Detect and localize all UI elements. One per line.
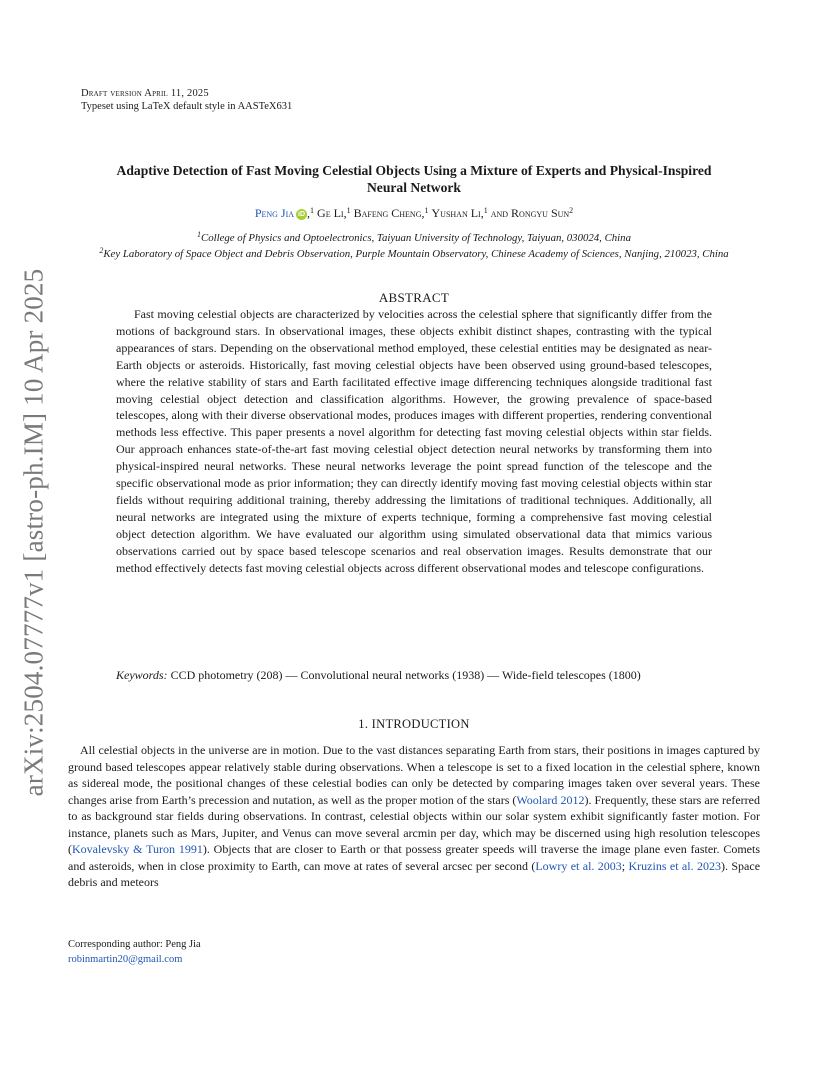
keywords	[116, 667, 777, 684]
author-yushan-li: Yushan Li,	[431, 206, 484, 220]
affiliation-1: $^1$College of Physics and Optoelectronics, Taiyuan University of Technology, Taiyuan, 030024, China	[197, 230, 631, 244]
section-heading-introduction: 1. INTRODUCTION	[358, 717, 470, 731]
author-list: Peng Jia iD ,$^1$ Ge Li,$^1$ Bafeng Cheng,$^1$ Yushan Li,$^1$ and Rongyu Sun$^2$	[254, 206, 574, 220]
arxiv-identifier[interactable]: arXiv:2504.07777v1 [astro-ph.IM] 10 Apr 2025	[18, 268, 49, 796]
keywords-label: Keywords:	[116, 668, 168, 682]
introduction-paragraph: All celestial objects in the universe are in motion. Due to the vast distances separating Earth from stars, their positions in images captured by ground based telescopes appear relatively stable during observations. When a telescope is set to a fixed location in the celestial sphere, known as sidereal mode, the positional changes of these celestial bodies can only be detected by comparing images taken over several years. These changes arise from Earth’s precession and nutation, as well as the proper motion of the stars (Woolard 2012). Frequently, these stars are referred to as background star fields during observations. In contrast, celestial objects within our solar system exhibit significantly faster motion. For instance, planets such as Mars, Jupiter, and Venus can move several arcmin per day, which may be discerned using high resolution telescopes (Kovalevsky & Turon 1991). Objects that are closer to Earth or that possess greater speeds will traverse the image plane even faster. Comets and asteroids, when in close proximity to Earth, can move at rates of several arcsec per second (Lowry et al. 2003; Kruzins et al. 2023). Space debris and meteors	[68, 743, 761, 889]
corresponding-author: Corresponding author: Peng Jia	[68, 939, 201, 950]
orcid-icon[interactable]: iD	[298, 211, 306, 218]
citation-link[interactable]: Lowry et al. 2003	[535, 858, 622, 873]
author-rongyu-sun: and Rongyu Sun	[490, 206, 570, 220]
author-peng-jia[interactable]: Peng Jia	[254, 206, 295, 220]
citation-link[interactable]: Woolard 2012	[516, 792, 585, 807]
author-email-link[interactable]: robinmartin20@gmail.com	[68, 954, 183, 965]
author-ge-li: Ge Li,	[317, 206, 347, 220]
author-bafeng-cheng: Bafeng Cheng,	[353, 206, 425, 220]
keywords-text: CCD photometry (208) — Convolutional neural networks (1938) — Wide-field telescopes (1800)	[170, 668, 641, 682]
footnote-rule	[68, 926, 218, 927]
citation-link[interactable]: Kovalevsky & Turon 1991	[72, 842, 203, 856]
typeset-line: Typeset using LaTeX default style in AASTeX631	[81, 101, 293, 112]
affiliation-2: $^2$Key Laboratory of Space Object and Debris Observation, Purple Mountain Observatory, Chinese Academy of Sciences, Nanjing, 210023, China	[99, 246, 729, 260]
paper-title: Adaptive Detection of Fast Moving Celestial Objects Using a Mixture of Experts and Physical-Inspired Neural Network	[116, 163, 712, 195]
abstract-heading: ABSTRACT	[378, 290, 450, 305]
abstract-text: Fast moving celestial objects are characterized by velocities across the celestial sphere that significantly differ from the motions of background stars. In observational images, these objects exhibit distinct shapes, contrasting with the typical appearances of stars. Depending on the observational method employed, these celestial entities may be designated as near-Earth objects or asteroids. Historically, fast moving celestial objects have been observed using ground-based telescopes, where the relative stability of stars and Earth facilitated effective image differencing techniques alongside traditional fast moving celestial object detection and classification algorithms. However, the growing prevalence of space-based telescopes, along with their diverse observational modes, produces images with different properties, rendering conventional methods less effective. This paper presents a novel algorithm for detecting fast moving celestial objects within star fields. Our approach enhances state-of-the-art fast moving celestial object detection neural networks by transforming them into physical-inspired neural networks. These neural networks leverage the point spread function of the telescope and the specific observational mode as prior information; they can directly identify moving fast moving celestial objects within star fields without requiring additional training, thereby addressing the limitations of traditional techniques. Additionally, all neural networks are integrated using the mixture of experts technique, forming a comprehensive fast moving celestial object detection algorithm. We have evaluated our algorithm using simulated observational data that mimics various observations carried out by space based telescope scenarios and real observation images. Results demonstrate that our method effectively detects fast moving celestial objects across different observational modes and telescope configurations.	[116, 307, 712, 575]
citation-link[interactable]: Kruzins et al. 2023	[628, 858, 721, 873]
arxiv-sidebar	[14, 262, 54, 802]
draft-version-line: Draft version April 11, 2025	[81, 88, 209, 99]
